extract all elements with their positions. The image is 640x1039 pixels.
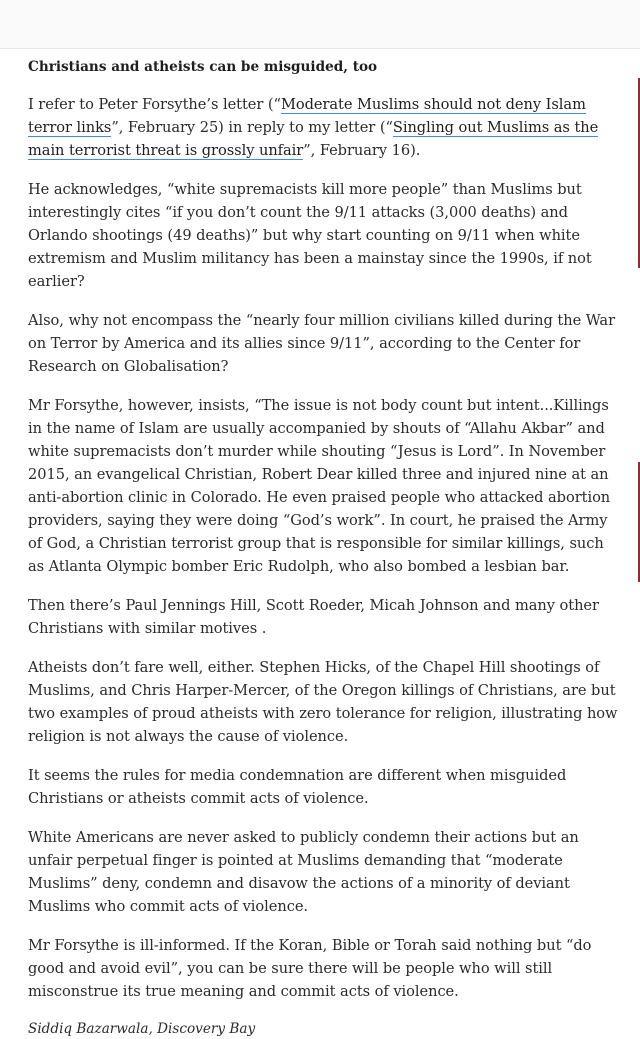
paragraph-1-text-a: I refer to Peter Forsythe’s letter (“: [28, 96, 281, 113]
letter-article: [28, 57, 624, 1039]
paragraph-7: It seems the rules for media condemnation are different when misguided Christians or atheists commit acts of violence.: [28, 767, 567, 807]
paragraph-1-text-b: ”, February 25) in reply to my letter (“: [111, 119, 393, 136]
paragraph-5: Then there’s Paul Jennings Hill, Scott Roeder, Micah Johnson and many other Christians with similar motives .: [28, 597, 599, 637]
paragraph-3: Also, why not encompass the “nearly four million civilians killed during the War on Terror by America and its allies since 9/11”, according to the Center for Research on Globalisation?: [28, 312, 616, 375]
link-singling-out-muslims-letter[interactable]: Singling out Muslims as the main terrorist threat is grossly unfair: [28, 119, 599, 159]
paragraph-9: Mr Forsythe is ill-informed. If the Koran, Bible or Torah said nothing but “do good and avoid evil”, you can be sure there will be people who will still misconstrue its true meaning and commit acts of violence.: [28, 937, 592, 1000]
link-moderate-muslims-letter[interactable]: Moderate Muslims should not deny Islam terror links: [28, 96, 586, 136]
paragraph-6: Atheists don’t fare well, either. Stephen Hicks, of the Chapel Hill shootings of Muslims, and Chris Harper-Mercer, of the Oregon killings of Christians, are but two examples of proud atheists with zero tolerance for religion, illustrating how religion is not always the cause of violence.: [28, 659, 618, 745]
paragraph-1: [28, 93, 624, 162]
paragraph-1-text-c: ”, February 16).: [303, 142, 421, 159]
paragraph-2: He acknowledges, “white supremacists kill more people” than Muslims but interestingly cites “if you don’t count the 9/11 attacks (3,000 deaths) and Orlando shootings (49 deaths)” but why start counting on 9/11 when white extremism and Muslim militancy has been a mainstay since the 1990s, if not earlier?: [28, 181, 592, 290]
top-bar: [0, 0, 640, 49]
letter-signature: Siddiq Bazarwala, Discovery Bay: [28, 1021, 256, 1037]
letter-headline: Christians and atheists can be misguided, too: [28, 59, 378, 75]
paragraph-8: White Americans are never asked to publicly condemn their actions but an unfair perpetual finger is pointed at Muslims demanding that “moderate Muslims” deny, condemn and disavow the actions of a minority of deviant Muslims who commit acts of violence.: [28, 829, 579, 915]
paragraph-4: Mr Forsythe, however, insists, “The issue is not body count but intent...Killings in the name of Islam are usually accompanied by shouts of “Allahu Akbar” and white supremacists don’t murder while shouting “Jesus is Lord”. In November 2015, an evangelical Christian, Robert Dear killed three and injured nine at an anti-abortion clinic in Colorado. He even praised people who attacked abortion providers, saying they were doing “God’s work”. In court, he praised the Army of God, a Christian terrorist group that is responsible for similar killings, such as Atlanta Olympic bomber Eric Rudolph, who also bombed a lesbian bar.: [28, 397, 611, 575]
